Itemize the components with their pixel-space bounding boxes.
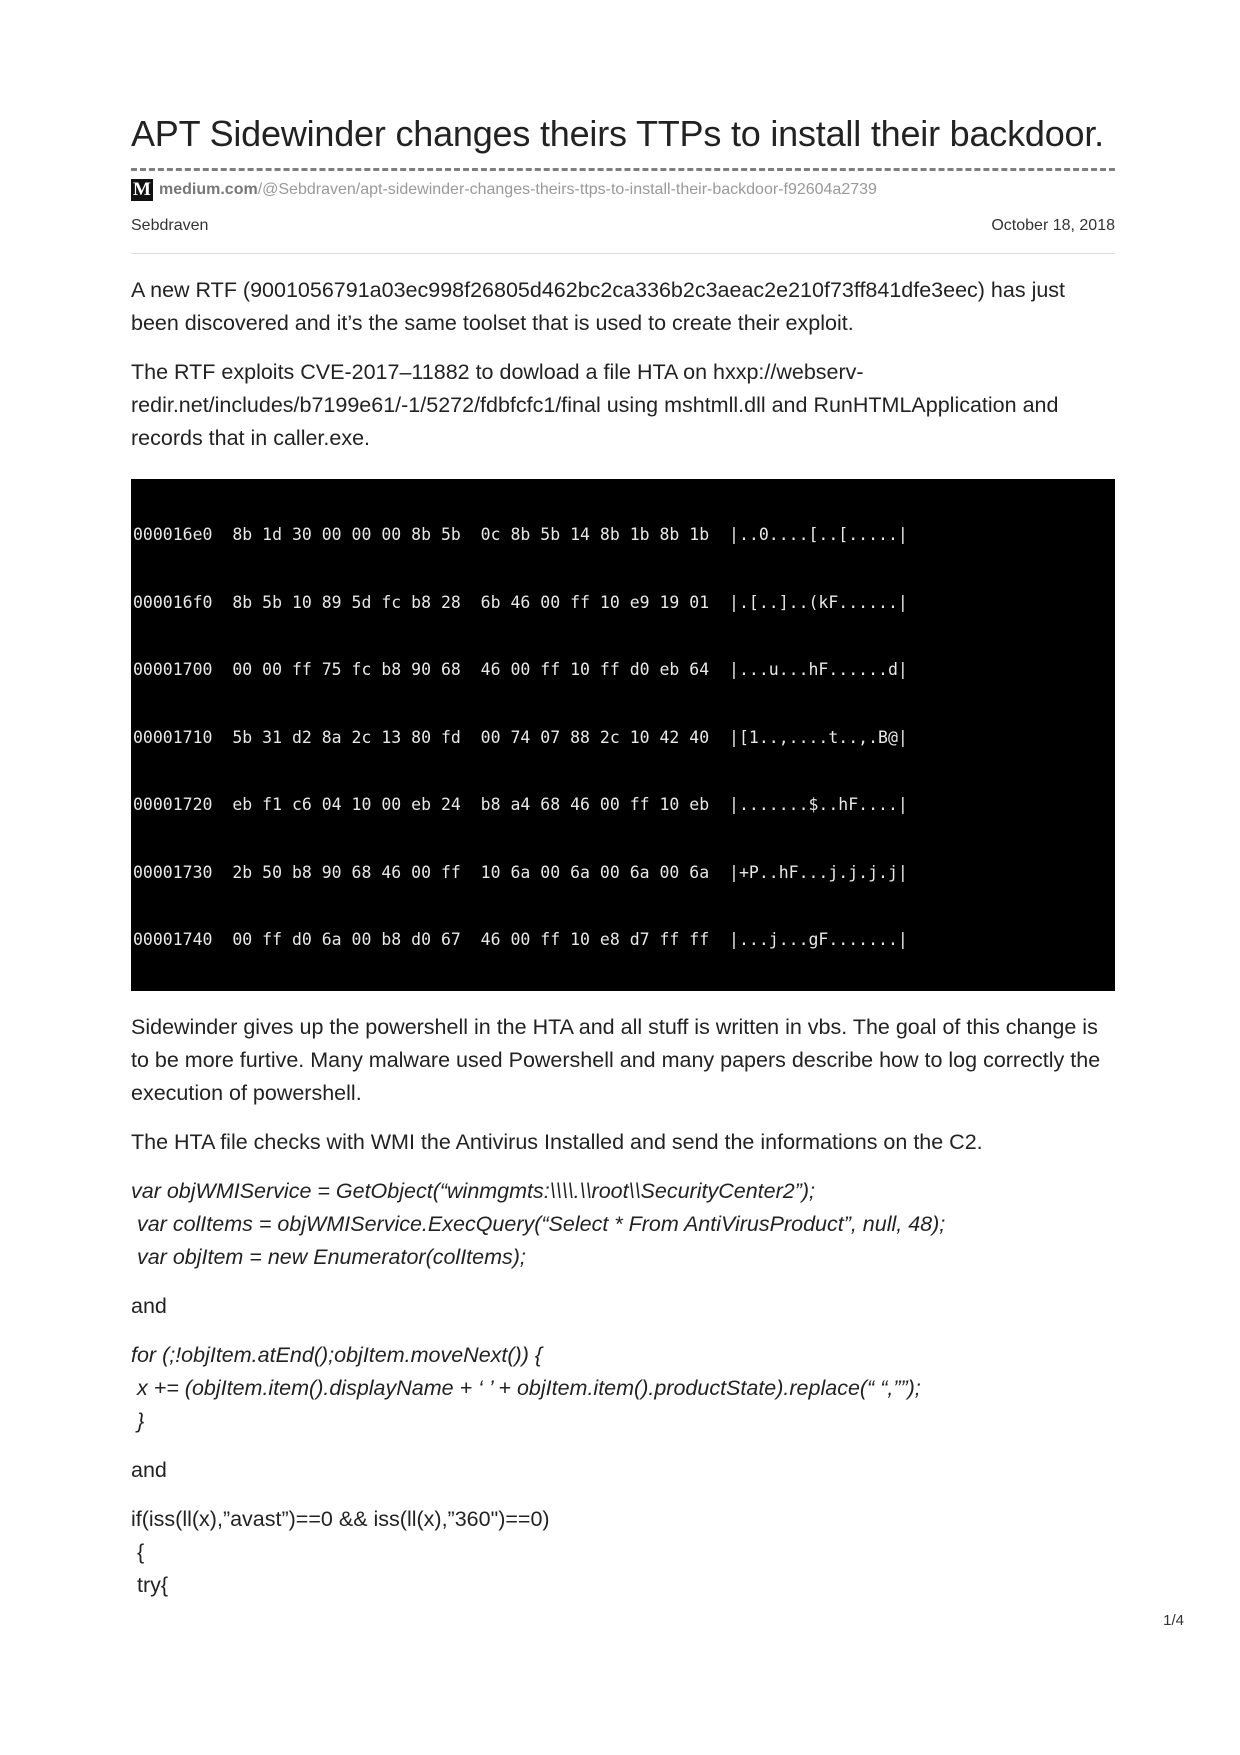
paragraph-intro: A new RTF (9001056791a03ec998f26805d462bc2ca336b2c3aeac2e210f73ff841dfe3eec) has just been discovered and it’s the same toolset that is used to create their exploit. <box>131 278 1066 335</box>
connector-and: and <box>131 1294 167 1318</box>
code-block-loop <box>131 1339 1115 1438</box>
paragraph-wmi: The HTA file checks with WMI the Antivirus Installed and send the informations on the C2. <box>131 1130 983 1154</box>
hexdump-line: 000016e0 8b 1d 30 00 00 00 8b 5b 0c 8b 5b 14 8b 1b 8b 1b |..0....[..[.....| <box>133 525 908 544</box>
article-title: APT Sidewinder changes theirs TTPs to install their backdoor. <box>131 113 1104 154</box>
hexdump-line: 00001700 00 00 ff 75 fc b8 90 68 46 00 ff 10 ff d0 eb 64 |...u...hF......d| <box>133 660 908 679</box>
title-divider <box>131 168 1115 171</box>
code-line: var objItem = new Enumerator(colItems); <box>131 1245 526 1269</box>
page-number: 1/4 <box>1163 1612 1184 1629</box>
hexdump-line: 00001710 5b 31 d2 8a 2c 13 80 fd 00 74 07 88 2c 10 42 40 |[1..,....t..,.B@| <box>133 727 908 747</box>
code-block-wmi <box>131 1175 1115 1274</box>
hexdump-line: 00001740 00 ff d0 6a 00 b8 d0 67 46 00 ff 10 e8 d7 ff ff |...j...gF.......| <box>133 930 908 949</box>
connector-and: and <box>131 1458 167 1482</box>
code-line: } <box>131 1409 145 1433</box>
author-name: Sebdraven <box>131 217 209 234</box>
header-divider <box>131 253 1115 254</box>
code-line: try{ <box>131 1573 169 1597</box>
paragraph-vbs: Sidewinder gives up the powershell in the HTA and all stuff is written in vbs. The goal of this change is to be more furtive. Many malware used Powershell and many papers describe how to log correctly the execution of powershell. <box>131 1015 1101 1105</box>
publish-date: October 18, 2018 <box>991 217 1115 234</box>
medium-logo-icon: M <box>131 179 153 201</box>
hexdump-line: 00001720 eb f1 c6 04 10 00 eb 24 b8 a4 68 46 00 ff 10 eb |.......$..hF....| <box>133 795 908 814</box>
hexdump-line: 000016f0 8b 5b 10 89 5d fc b8 28 6b 46 00 ff 10 e9 19 01 |.[..]..(kF......| <box>133 592 908 612</box>
article <box>131 112 1115 1602</box>
byline <box>131 217 1115 235</box>
paragraph-exploit: The RTF exploits CVE-2017–11882 to dowload a file HTA on hxxp://webserv-redir.net/includes/b7199e61/-1/5272/fdbfcfc1/final using mshtmll.dll and RunHTMLApplication and records that in caller.exe. <box>131 360 1059 450</box>
code-line: for (;!objItem.atEnd();objItem.moveNext()) { <box>131 1343 543 1367</box>
code-line: x += (objItem.item().displayName + ‘ ’ + objItem.item().productState).replace(“ “,””); <box>131 1376 921 1400</box>
source-domain: medium.com <box>159 181 258 198</box>
code-line: { <box>131 1540 145 1564</box>
hexdump-line: 00001730 2b 50 b8 90 68 46 00 ff 10 6a 00 6a 00 6a 00 6a |+P..hF...j.j.j.j| <box>133 862 908 882</box>
code-line: var colItems = objWMIService.ExecQuery(“Select * From AntiVirusProduct”, null, 48); <box>131 1212 946 1236</box>
code-line: if(iss(ll(x),”avast”)==0 && iss(ll(x),”360")==0) <box>131 1507 550 1531</box>
source-path: /@Sebdraven/apt-sidewinder-changes-theirs-ttps-to-install-their-backdoor-f92604a2739 <box>257 181 877 198</box>
code-block-condition <box>131 1503 1115 1602</box>
source-link[interactable] <box>159 181 877 199</box>
source-line <box>131 179 1115 201</box>
code-line: var objWMIService = GetObject(“winmgmts:\\\\.\\root\\SecurityCenter2”); <box>131 1179 816 1203</box>
hexdump-screenshot <box>131 479 1115 991</box>
